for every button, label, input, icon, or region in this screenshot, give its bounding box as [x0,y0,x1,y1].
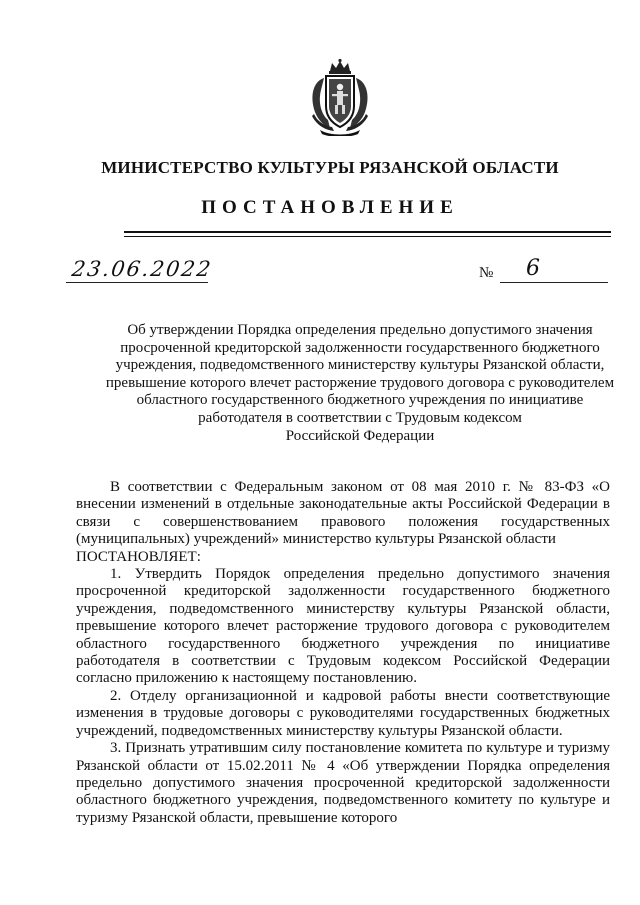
item-1-paragraph: 1. Утвердить Порядок определения предельно допустимого значения просроченной кредиторской задолженности государственного бюджетного учреждения, подведомственного министерству культуры Рязанской области, превышение которого влечет расторжение трудового договора с руководителем областного государственного бюджетного учреждения по инициативе работодателя в соответствии с Трудовым кодексом Российской Федерации согласно приложению к настоящему постановлению. [76,566,610,687]
number-sign: № [479,265,494,281]
document-type-heading: ПОСТАНОВЛЕНИЕ [201,197,459,218]
title-line: областного государственного бюджетного учреждения по инициативе [136,392,584,409]
handwritten-number: 6 [526,256,540,281]
preamble-paragraph: В соответствии с Федеральным законом от 08 мая 2010 г. № 83-ФЗ «О внесении изменений в отдельные законодательные акты Российской Федерации в связи с совершенствованием правового положения государственных (муниципальных) учреждений» министерство культуры Рязанской области [76,479,610,548]
title-line: Российской Федерации [285,427,435,444]
number-field [500,256,608,283]
item-3-paragraph: 3. Признать утратившим силу постановление комитета по культуре и туризму Рязанской области от 15.02.2011 № 4 «Об утверждении Порядка определения предельно допустимого значения просроченной кредиторской задолженности областного бюджетного учреждения, подведомственного комитету по культуре и туризму Рязанской области, превышение которого [76,740,610,826]
title-line: просроченной кредиторской задолженности государственного бюджетного [120,339,600,356]
item-2-paragraph: 2. Отделу организационной и кадровой работы внести соответствующие изменения в трудовые договоры с руководителями государственных бюджетных учреждений, подведомственных министерству культуры Рязанской области. [76,687,610,739]
title-line: работодателя в соответствии с Трудовым кодексом [198,409,522,426]
coat-of-arms-icon [306,58,374,136]
title-line: Об утверждении Порядка определения предельно допустимого значения [127,322,593,338]
date-field [66,256,214,283]
header-rule-thick [124,231,611,233]
header-rule-thin [124,236,611,237]
document-body [76,479,610,827]
handwritten-date: 23.06.2022 [70,257,214,281]
title-line: учреждения, подведомственного министерству культуры Рязанской области, [115,357,605,374]
ministry-name: МИНИСТЕРСТВО КУЛЬТУРЫ РЯЗАНСКОЙ ОБЛАСТИ [101,158,559,177]
resolves-line: ПОСТАНОВЛЯЕТ: [76,548,201,565]
document-title [80,322,640,445]
title-line: превышение которого влечет расторжение трудового договора с руководителем [105,374,615,391]
